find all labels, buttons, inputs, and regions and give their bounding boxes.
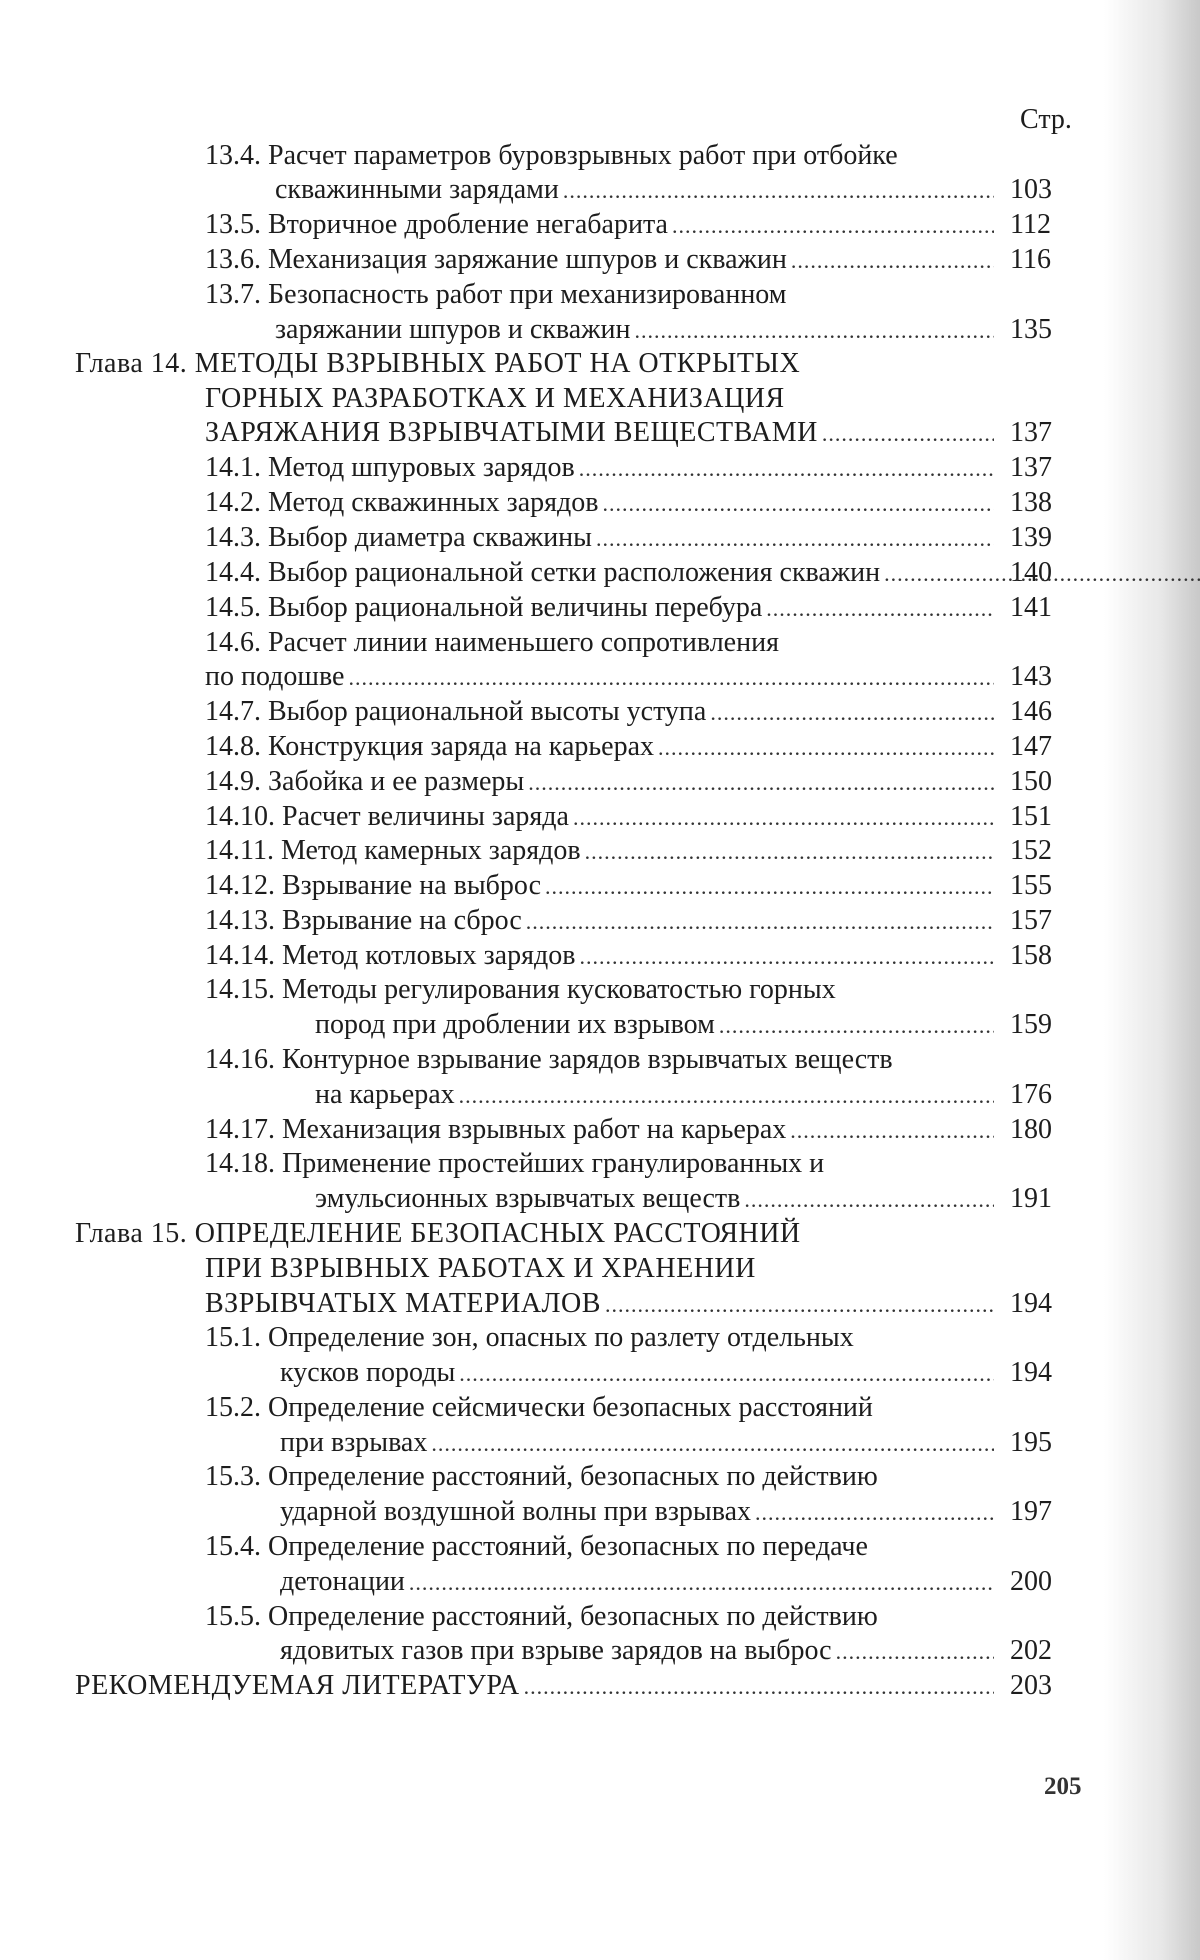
toc-page-number: 147 [1010,730,1070,764]
toc-page-number: 155 [1010,869,1070,903]
toc-leader-dots [790,1114,994,1148]
toc-page-number: 135 [1010,313,1070,347]
toc-entry-title: 14.5. Выбор рациональной величины перебура [205,591,762,625]
toc-entry-title: 14.8. Конструкция заряда на карьерах [205,730,654,764]
toc-page-number: 143 [1010,660,1070,694]
toc-entry [205,1391,873,1425]
toc-leader-dots [459,1079,994,1113]
toc-page-number: 116 [1010,243,1070,277]
toc-entry-title: ядовитых газов при взрыве зарядов на выброс [280,1634,832,1668]
toc-entry-title: 14.2. Метод скважинных зарядов [205,486,599,520]
toc-entry-title: ПРИ ВЗРЫВНЫХ РАБОТАХ И ХРАНЕНИИ [205,1252,756,1286]
toc-leader-dots [822,417,994,451]
toc-leader-dots [672,209,994,243]
toc-leader-dots [791,244,994,278]
toc-entry [275,173,1000,207]
toc-page-number: 139 [1010,521,1070,555]
toc-leader-dots [524,1670,994,1704]
toc-entry [205,660,1000,694]
toc-entry [75,347,800,381]
toc-entry-title: 14.7. Выбор рациональной высоты уступа [205,695,706,729]
toc-entry-title: 14.6. Расчет линии наименьшего сопротивления [205,626,779,660]
toc-entry [205,730,1000,764]
toc-entry-title: скважинными зарядами [275,173,559,207]
toc-entry-title: кусков породы [280,1356,455,1390]
toc-entry [205,869,1000,903]
toc-page-number: 112 [1010,208,1070,242]
toc-entry [280,1565,1000,1599]
toc-entry [205,278,787,312]
toc-entry-title: 14.15. Методы регулирования кусковатостью горных [205,973,836,1007]
toc-entry [205,973,836,1007]
toc-leader-dots [585,835,994,869]
toc-entry [205,765,1000,799]
toc-leader-dots [634,314,994,348]
page-number: 205 [1044,1773,1082,1801]
toc-page-number: 157 [1010,904,1070,938]
toc-entry-title: 14.1. Метод шпуровых зарядов [205,451,575,485]
toc-entry-title: при взрывах [280,1426,427,1460]
toc-entry-title: ЗАРЯЖАНИЯ ВЗРЫВЧАТЫМИ ВЕЩЕСТВАМИ [205,416,818,450]
page-column-header: Стр. [1010,104,1082,136]
toc-entry-title: 15.3. Определение расстояний, безопасных по действию [205,1460,878,1494]
toc-leader-dots [579,452,994,486]
toc-leader-dots [719,1009,994,1043]
toc-entry-title: 13.6. Механизация заряжание шпуров и скважин [205,243,787,277]
toc-entry [205,243,1000,277]
toc-entry-title: ВЗРЫВЧАТЫХ МАТЕРИАЛОВ [205,1287,601,1321]
toc-page-number: 140 [1010,556,1070,590]
toc-entry-title: 14.14. Метод котловых зарядов [205,939,575,973]
toc-leader-dots [836,1635,994,1669]
toc-entry-title: 13.4. Расчет параметров буровзрывных работ при отбойке [205,139,898,173]
toc-page-number: 152 [1010,834,1070,868]
toc-entry [315,1078,1000,1112]
toc-entry-title: по подошве [205,660,344,694]
toc-leader-dots [596,522,994,556]
toc-entry [275,313,1000,347]
toc-leader-dots [409,1566,994,1600]
toc-entry [280,1356,1000,1390]
toc-leader-dots [710,696,994,730]
toc-entry [205,904,1000,938]
toc-leader-dots [766,592,994,626]
toc-page-number: 194 [1010,1356,1070,1390]
toc-entry [205,626,779,660]
toc-entry [205,208,1000,242]
toc-page-number: 158 [1010,939,1070,973]
toc-entry [205,834,1000,868]
toc-entry [205,591,1000,625]
toc-entry-title: детонации [280,1565,405,1599]
toc-entry-title: РЕКОМЕНДУЕМАЯ ЛИТЕРАТУРА [75,1669,520,1703]
toc-leader-dots [573,801,994,835]
toc-entry-title: 13.7. Безопасность работ при механизированном [205,278,787,312]
toc-entry-title: заряжании шпуров и скважин [275,313,630,347]
toc-entry-title: 15.5. Определение расстояний, безопасных по действию [205,1600,878,1634]
toc-page-number: 137 [1010,451,1070,485]
toc-entry [205,1147,824,1181]
toc-page-number: 141 [1010,591,1070,625]
toc-entry [205,1113,1000,1147]
toc-entry-title: 15.1. Определение зон, опасных по разлету отдельных [205,1321,854,1355]
toc-entry-title: 14.10. Расчет величины заряда [205,800,569,834]
toc-leader-dots [459,1357,994,1391]
toc-entry [205,521,1000,555]
toc-entry [205,556,1200,590]
toc-entry-title: 14.13. Взрывание на сброс [205,904,522,938]
toc-entry-title: 15.4. Определение расстояний, безопасных по передаче [205,1530,868,1564]
toc-page-number: 151 [1010,800,1070,834]
toc-entry-title: пород при дроблении их взрывом [315,1008,715,1042]
toc-leader-dots [579,940,994,974]
toc-entry [205,1043,893,1077]
toc-entry [75,1217,801,1251]
toc-leader-dots [603,487,994,521]
toc-entry [205,695,1000,729]
toc-entry [205,416,1000,450]
toc-entry [205,139,898,173]
toc-page-number: 103 [1010,173,1070,207]
toc-page-number: 191 [1010,1182,1070,1216]
toc-leader-dots [528,766,994,800]
toc-page-number: 180 [1010,1113,1070,1147]
toc-page-number: 195 [1010,1426,1070,1460]
toc-entry [280,1426,1000,1460]
toc-entry [205,1287,1000,1321]
toc-entry-title: Глава 15. ОПРЕДЕЛЕНИЕ БЕЗОПАСНЫХ РАССТОЯНИЙ [75,1217,801,1251]
toc-entry [205,486,1000,520]
toc-entry [280,1634,1000,1668]
toc-entry-title: 14.18. Применение простейших гранулированных и [205,1147,824,1181]
toc-entry-title: на карьерах [315,1078,455,1112]
toc-entry [205,1460,878,1494]
toc-entry [205,1252,756,1286]
toc-entry-title: 14.16. Контурное взрывание зарядов взрывчатых веществ [205,1043,893,1077]
toc-page-number: 150 [1010,765,1070,799]
toc-entry-title: 14.9. Забойка и ее размеры [205,765,524,799]
toc-leader-dots [563,174,994,208]
toc-page-number: 146 [1010,695,1070,729]
toc-entry [205,1530,868,1564]
toc-entry-title: ГОРНЫХ РАЗРАБОТКАХ И МЕХАНИЗАЦИЯ [205,382,785,416]
toc-leader-dots [526,905,994,939]
toc-page-number: 137 [1010,416,1070,450]
toc-page-number: 159 [1010,1008,1070,1042]
toc-entry [205,382,785,416]
toc-entry [205,1321,854,1355]
toc-entry-title: 14.11. Метод камерных зарядов [205,834,581,868]
toc-page-number: 194 [1010,1287,1070,1321]
toc-entry-title: 13.5. Вторичное дробление негабарита [205,208,668,242]
toc-leader-dots [348,661,994,695]
toc-entry-title: Глава 14. МЕТОДЫ ВЗРЫВНЫХ РАБОТ НА ОТКРЫТЫХ [75,347,800,381]
toc-leader-dots [884,557,1200,591]
toc-entry-title: 14.12. Взрывание на выброс [205,869,541,903]
toc-leader-dots [658,731,994,765]
toc-entry [205,451,1000,485]
toc-entry-title: 14.17. Механизация взрывных работ на карьерах [205,1113,786,1147]
toc-entry [315,1182,1000,1216]
toc-page-number: 138 [1010,486,1070,520]
toc-entry [205,800,1000,834]
toc-leader-dots [431,1427,994,1461]
toc-leader-dots [545,870,994,904]
toc-page-number: 176 [1010,1078,1070,1112]
toc-leader-dots [755,1496,994,1530]
toc-page-number: 202 [1010,1634,1070,1668]
toc-page-number: 197 [1010,1495,1070,1529]
toc-entry [75,1669,1000,1703]
toc-entry [205,939,1000,973]
toc-entry-title: ударной воздушной волны при взрывах [280,1495,751,1529]
toc-entry [280,1495,1000,1529]
toc-entry-title: эмульсионных взрывчатых веществ [315,1182,740,1216]
toc-entry [315,1008,1000,1042]
toc-page-number: 200 [1010,1565,1070,1599]
toc-leader-dots [605,1288,994,1322]
toc-entry-title: 14.4. Выбор рациональной сетки расположения скважин [205,556,880,590]
toc-leader-dots [744,1183,994,1217]
table-of-contents [0,0,1200,1960]
toc-entry-title: 14.3. Выбор диаметра скважины [205,521,592,555]
toc-entry-title: 15.2. Определение сейсмически безопасных расстояний [205,1391,873,1425]
toc-page-number: 203 [1010,1669,1070,1703]
toc-entry [205,1600,878,1634]
